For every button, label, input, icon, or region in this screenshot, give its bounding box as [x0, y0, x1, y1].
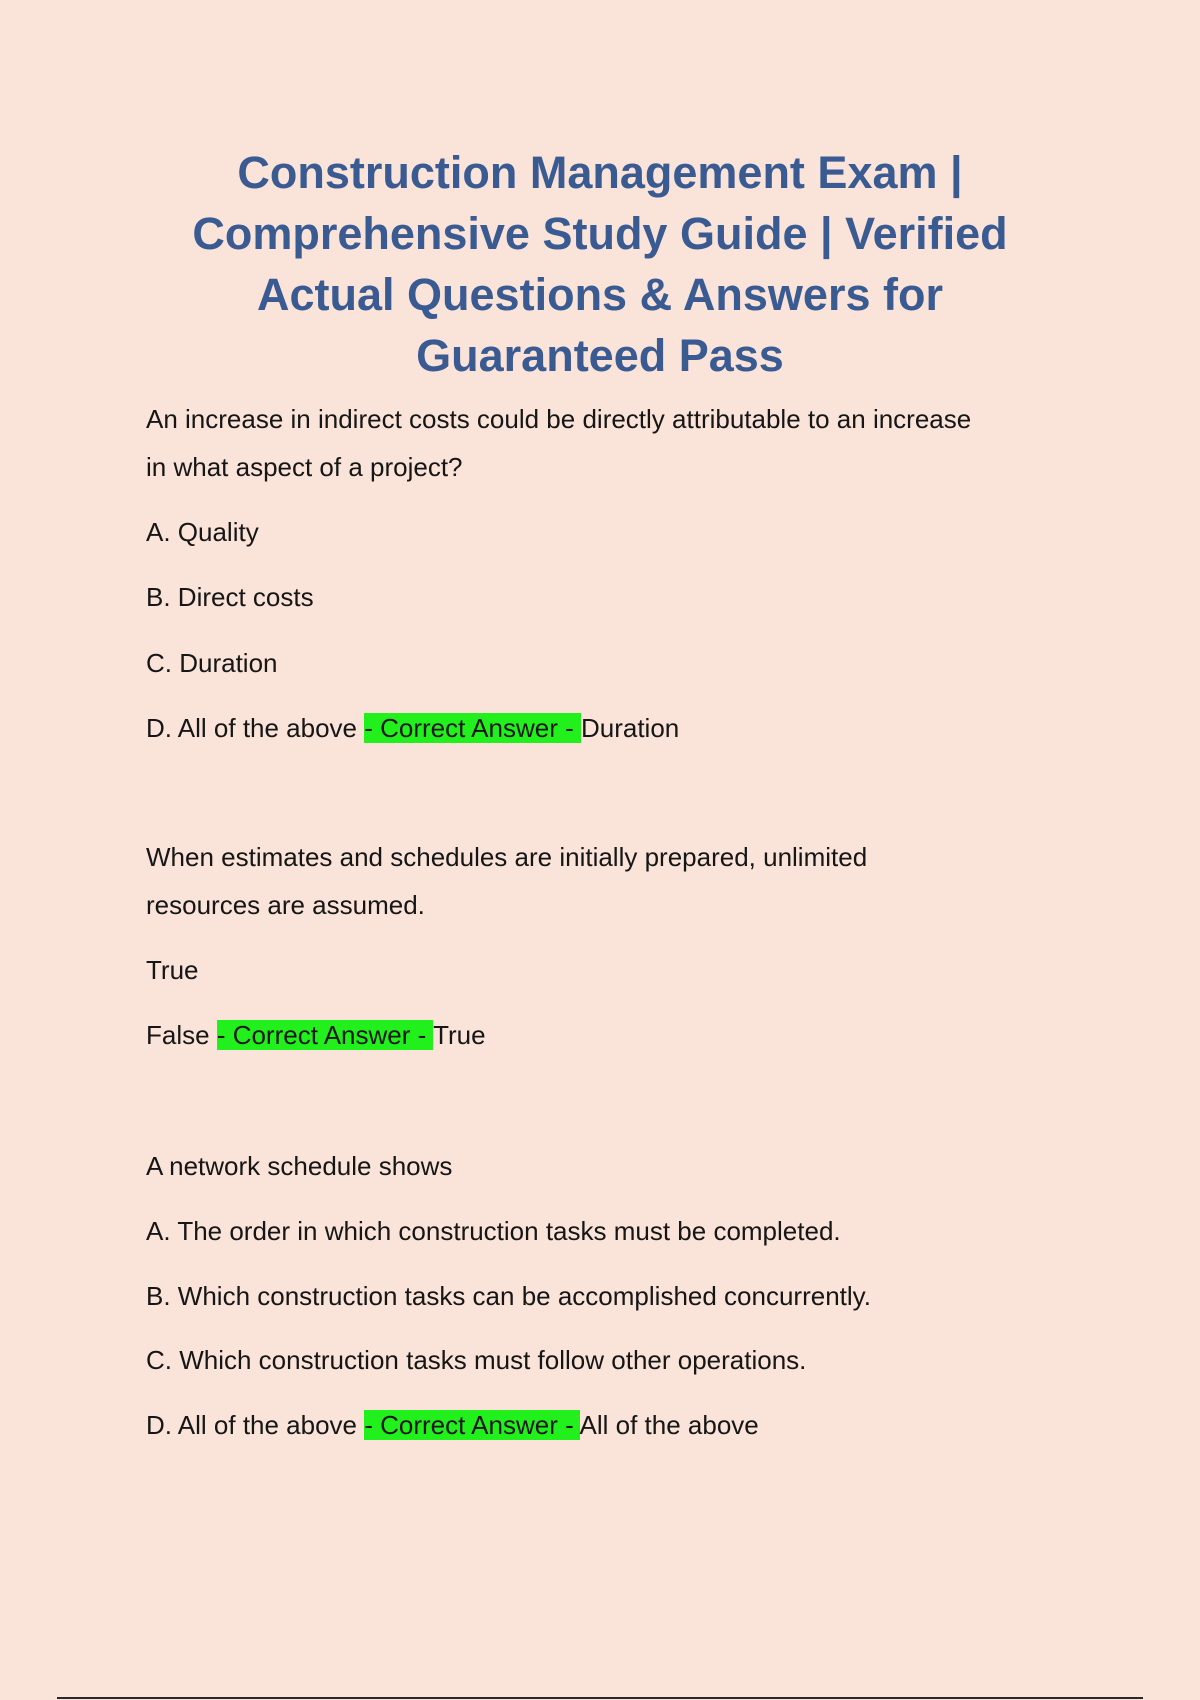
- question-1-option-d: [146, 704, 679, 752]
- question-1-prompt-line-2: in what aspect of a project?: [146, 452, 463, 482]
- question-2-prompt-line-2: resources are assumed.: [146, 890, 425, 920]
- question-1-prompt-line-1: An increase in indirect costs could be directly attributable to an increase: [146, 404, 972, 434]
- question-2-option-true: True: [146, 955, 199, 985]
- question-2-option-false: [146, 1011, 486, 1059]
- question-2-prompt-line-1: When estimates and schedules are initially prepared, unlimited: [146, 842, 868, 872]
- question-2-answer: True: [433, 1020, 486, 1050]
- correct-answer-marker: - Correct Answer -: [364, 1410, 580, 1440]
- question-3-option-d: [146, 1401, 759, 1449]
- question-3-prompt: A network schedule shows: [146, 1151, 453, 1181]
- question-3-option-d-label: D. All of the above: [146, 1410, 365, 1440]
- question-1-option-b: B. Direct costs: [146, 582, 314, 612]
- question-3-option-c: C. Which construction tasks must follow other operations.: [146, 1345, 807, 1375]
- question-3-option-a: A. The order in which construction tasks must be completed.: [146, 1216, 841, 1246]
- question-1-option-a: A. Quality: [146, 517, 259, 547]
- correct-answer-marker: - Correct Answer -: [216, 1020, 434, 1050]
- question-1-option-c: C. Duration: [146, 648, 278, 678]
- document-title: Construction Management Exam | Comprehensive Study Guide | Verified Actual Questions & Answers for Guaranteed Pass: [192, 147, 1008, 381]
- footer-rule: [57, 1697, 1143, 1699]
- question-1-answer: Duration: [580, 713, 680, 743]
- question-2-option-false-label: False: [146, 1020, 217, 1050]
- question-3-answer: All of the above: [579, 1410, 759, 1440]
- question-1-option-d-label: D. All of the above: [146, 713, 365, 743]
- correct-answer-marker: - Correct Answer -: [364, 713, 581, 743]
- question-3-option-b: B. Which construction tasks can be accomplished concurrently.: [146, 1281, 871, 1311]
